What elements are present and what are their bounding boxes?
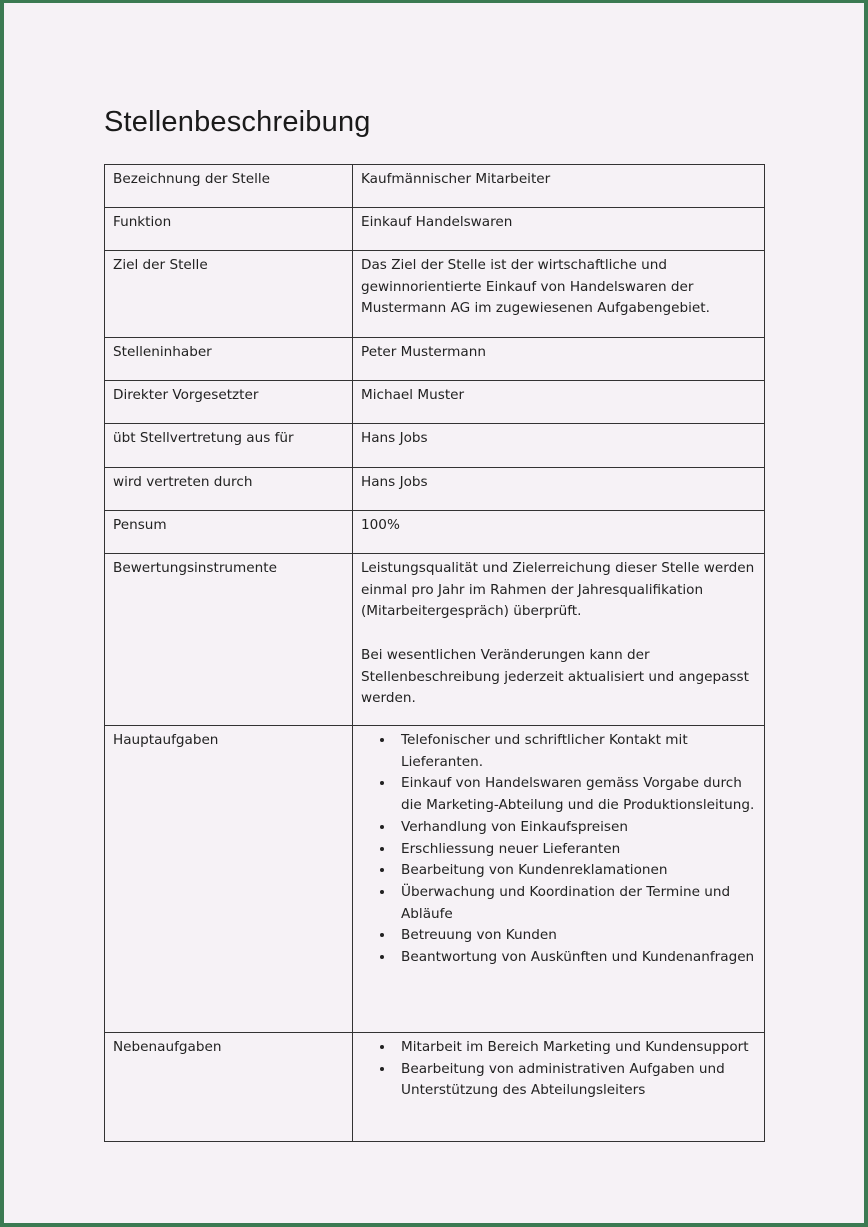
document-page [4,3,864,1223]
row-value: Das Ziel der Stelle ist der wirtschaftliche und gewinnorientierte Einkauf von Handelswaren der Mustermann AG im zugewiesenen Aufgabengebiet. [353,251,765,338]
row-label: Bewertungsinstrumente [105,554,353,726]
list-item: • Verhandlung von Einkaufspreisen [395,817,756,839]
page-title: Stellenbeschreibung [104,106,371,138]
table-row [105,726,765,1033]
table-row [105,208,765,251]
row-label: Bezeichnung der Stelle [105,165,353,208]
list-item: • Bearbeitung von administrativen Aufgaben und Unterstützung des Abteilungsleiters [395,1059,756,1102]
table-row [105,251,765,338]
row-label: Hauptaufgaben [105,726,353,1033]
job-description-table [104,164,765,1142]
row-label: wird vertreten durch [105,468,353,511]
row-label: Direkter Vorgesetzter [105,381,353,424]
row-value [353,1033,765,1142]
row-value [353,554,765,726]
table-row [105,468,765,511]
row-value: Peter Mustermann [353,338,765,381]
table-row [105,511,765,554]
row-label: Nebenaufgaben [105,1033,353,1142]
task-list [361,1037,756,1102]
table-row [105,1033,765,1142]
row-label: Funktion [105,208,353,251]
task-list [361,730,756,969]
row-label: Stelleninhaber [105,338,353,381]
paragraph: Leistungsqualität und Zielerreichung dieser Stelle werden einmal pro Jahr im Rahmen der Jahresqualifikation (Mitarbeitergespräch) überprüft. [361,560,755,620]
list-item: • Beantwortung von Auskünften und Kundenanfragen [395,947,756,969]
row-label: übt Stellvertretung aus für [105,424,353,468]
list-item: • Erschliessung neuer Lieferanten [395,839,756,861]
list-item: • Bearbeitung von Kundenreklamationen [395,860,756,882]
row-value: Kaufmännischer Mitarbeiter [353,165,765,208]
table-row [105,424,765,468]
table-row [105,381,765,424]
row-value: Einkauf Handelswaren [353,208,765,251]
row-label: Pensum [105,511,353,554]
list-item: • Betreuung von Kunden [395,925,756,947]
row-value: Hans Jobs [353,424,765,468]
list-item: • Mitarbeit im Bereich Marketing und Kundensupport [395,1037,756,1059]
table-row [105,554,765,726]
row-label: Ziel der Stelle [105,251,353,338]
row-value [353,726,765,1033]
paragraph: Bei wesentlichen Veränderungen kann der Stellenbeschreibung jederzeit aktualisiert und angepasst werden. [361,646,749,707]
row-value: 100% [353,511,765,554]
row-value: Hans Jobs [353,468,765,511]
list-item: • Einkauf von Handelswaren gemäss Vorgabe durch die Marketing-Abteilung und die Produktionsleitung. [395,773,756,816]
table-row [105,165,765,208]
table-row [105,338,765,381]
list-item: • Telefonischer und schriftlicher Kontakt mit Lieferanten. [395,730,756,773]
row-value: Michael Muster [353,381,765,424]
list-item: • Überwachung und Koordination der Termine und Abläufe [395,882,756,925]
